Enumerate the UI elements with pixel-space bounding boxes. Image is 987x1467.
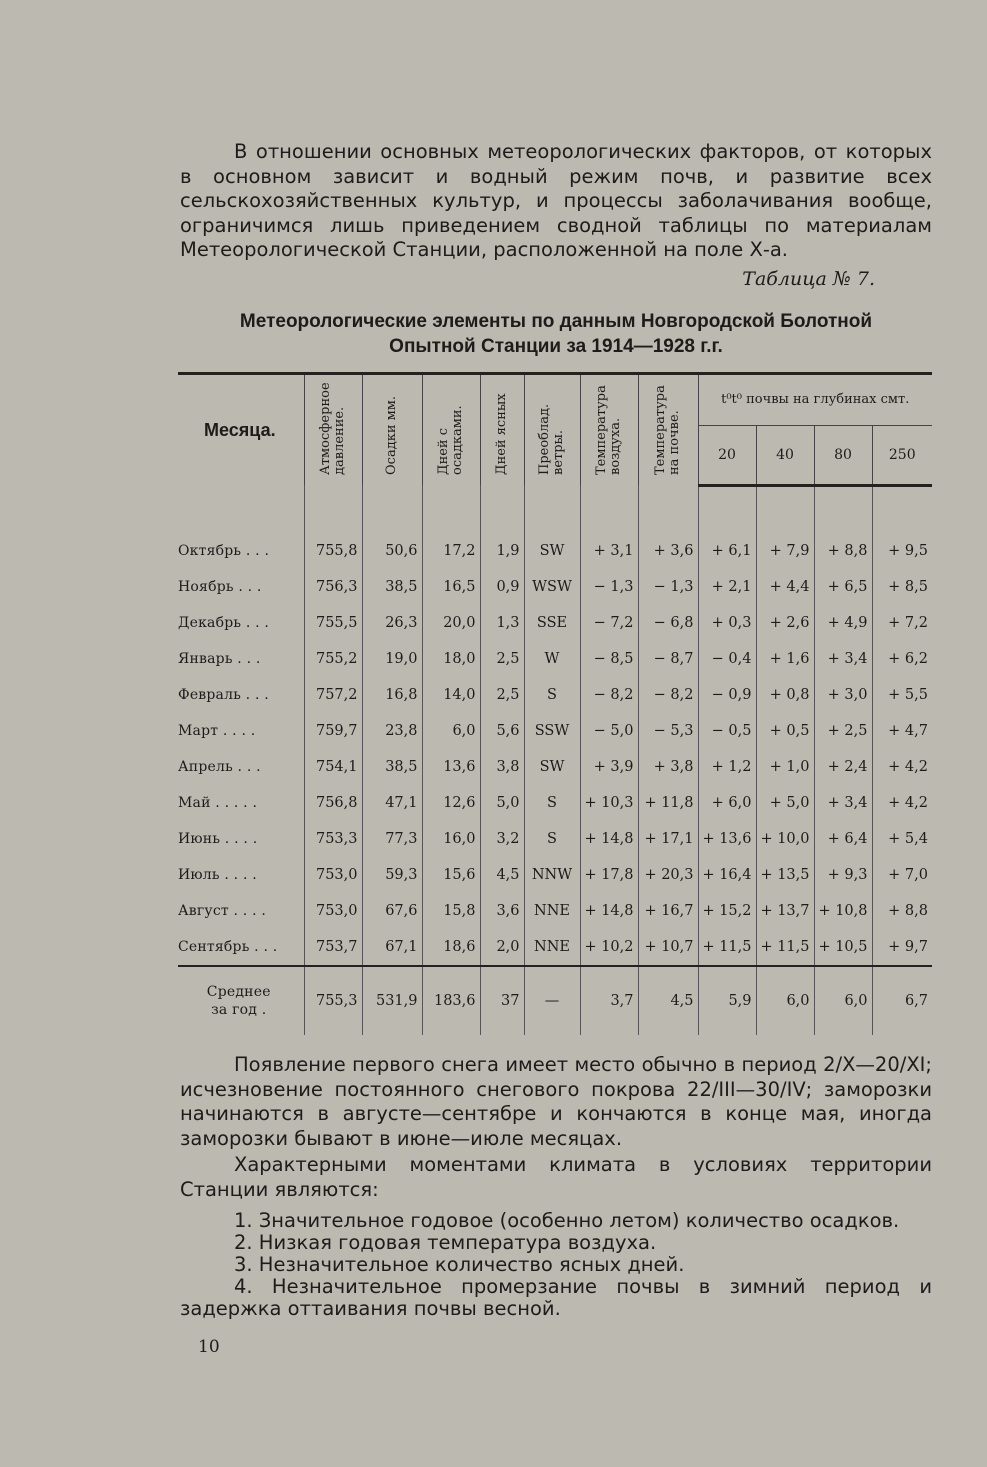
snow-text: Появление первого снега имеет место обычно в период 2/X—20/XI; исчезновение постоянного снегового покрова 22/III—30/IV; заморозки начинаются в августе—сентябре и кончаются в конце мая, иногда заморозки бывают в июне—июле месяцах. bbox=[180, 1053, 932, 1150]
cell-d250: + 4,2 bbox=[872, 785, 932, 821]
cell-month: Май . . . . . bbox=[178, 794, 258, 811]
mean-label-line-1: Среднее bbox=[206, 983, 271, 1000]
cell-precip: 16,8 bbox=[362, 677, 422, 713]
cell-d20: + 15,2 bbox=[698, 893, 756, 929]
cell-clear: 3,2 bbox=[480, 821, 524, 857]
cell-precip: 26,3 bbox=[362, 605, 422, 641]
climate-paragraph bbox=[180, 1153, 932, 1202]
header-clear-days: Дней ясных bbox=[480, 374, 524, 486]
cell-surf: − 8,2 bbox=[638, 677, 698, 713]
cell-pdays: 15,8 bbox=[422, 893, 480, 929]
cell-pressure: 755,5 bbox=[304, 605, 362, 641]
cell-precip: 67,1 bbox=[362, 929, 422, 966]
cell-d40: + 5,0 bbox=[756, 785, 814, 821]
cell-wind: SW bbox=[524, 749, 580, 785]
cell-d250: + 9,7 bbox=[872, 929, 932, 966]
cell-wind: S bbox=[524, 785, 580, 821]
cell-d250: + 7,2 bbox=[872, 605, 932, 641]
cell-surf: − 6,8 bbox=[638, 605, 698, 641]
cell-pdays: 17,2 bbox=[422, 533, 480, 569]
cell-d20: + 6,1 bbox=[698, 533, 756, 569]
cell-d40: + 1,6 bbox=[756, 641, 814, 677]
cell-d20: + 16,4 bbox=[698, 857, 756, 893]
cell-d250: + 6,2 bbox=[872, 641, 932, 677]
cell-month: Сентябрь . . . bbox=[178, 938, 278, 955]
header-soil-depths: t⁰t⁰ почвы на глубинах смт. bbox=[698, 374, 932, 426]
header-winds: Преоблад. ветры. bbox=[524, 374, 580, 486]
cell-air: − 1,3 bbox=[580, 569, 638, 605]
cell-pdays: 16,5 bbox=[422, 569, 480, 605]
cell-air: + 10,2 bbox=[580, 929, 638, 966]
cell-d250: + 4,7 bbox=[872, 713, 932, 749]
cell-pdays: 18,6 bbox=[422, 929, 480, 966]
header-depth-20: 20 bbox=[698, 425, 756, 485]
cell-pressure: 756,8 bbox=[304, 785, 362, 821]
cell-surf: + 11,8 bbox=[638, 785, 698, 821]
cell-clear: 2,5 bbox=[480, 641, 524, 677]
cell-d80: + 8,8 bbox=[814, 533, 872, 569]
cell-air: − 8,2 bbox=[580, 677, 638, 713]
table-title-line-2: Опытной Станции за 1914—1928 г.г. bbox=[389, 336, 723, 357]
cell-d20: − 0,5 bbox=[698, 713, 756, 749]
cell-air: + 3,1 bbox=[580, 533, 638, 569]
table-row bbox=[178, 929, 932, 966]
cell-wind: W bbox=[524, 641, 580, 677]
cell-clear: 5,6 bbox=[480, 713, 524, 749]
cell-precip: 38,5 bbox=[362, 749, 422, 785]
cell-d250: + 4,2 bbox=[872, 749, 932, 785]
cell-precip: 23,8 bbox=[362, 713, 422, 749]
cell-d250: + 5,4 bbox=[872, 821, 932, 857]
cell-pressure: 755,8 bbox=[304, 533, 362, 569]
cell-wind: SSE bbox=[524, 605, 580, 641]
cell-air: − 7,2 bbox=[580, 605, 638, 641]
cell-pressure: 757,2 bbox=[304, 677, 362, 713]
cell-mean-air: 3,7 bbox=[580, 966, 638, 1035]
cell-pressure: 759,7 bbox=[304, 713, 362, 749]
cell-pdays: 14,0 bbox=[422, 677, 480, 713]
cell-surf: + 17,1 bbox=[638, 821, 698, 857]
cell-pressure: 753,7 bbox=[304, 929, 362, 966]
header-precip: Осадки мм. bbox=[362, 374, 422, 486]
cell-air: + 10,3 bbox=[580, 785, 638, 821]
cell-clear: 1,9 bbox=[480, 533, 524, 569]
cell-precip: 38,5 bbox=[362, 569, 422, 605]
cell-d40: + 0,5 bbox=[756, 713, 814, 749]
cell-surf: − 1,3 bbox=[638, 569, 698, 605]
cell-surf: + 10,7 bbox=[638, 929, 698, 966]
cell-air: + 17,8 bbox=[580, 857, 638, 893]
cell-d250: + 8,8 bbox=[872, 893, 932, 929]
cell-d20: − 0,9 bbox=[698, 677, 756, 713]
cell-mean-d250: 6,7 bbox=[872, 966, 932, 1035]
cell-air: − 5,0 bbox=[580, 713, 638, 749]
cell-month: Август . . . . bbox=[178, 902, 267, 919]
list-item: 4. Незначительное промерзание почвы в зимний период и задержка оттаивания почвы весной. bbox=[180, 1275, 932, 1320]
cell-clear: 4,5 bbox=[480, 857, 524, 893]
cell-d250: + 9,5 bbox=[872, 533, 932, 569]
cell-clear: 3,6 bbox=[480, 893, 524, 929]
cell-d40: + 11,5 bbox=[756, 929, 814, 966]
cell-d20: + 6,0 bbox=[698, 785, 756, 821]
cell-precip: 19,0 bbox=[362, 641, 422, 677]
cell-mean-d80: 6,0 bbox=[814, 966, 872, 1035]
table-row bbox=[178, 857, 932, 893]
cell-d40: + 13,5 bbox=[756, 857, 814, 893]
cell-mean-surf: 4,5 bbox=[638, 966, 698, 1035]
table-title bbox=[180, 309, 932, 359]
cell-wind: SSW bbox=[524, 713, 580, 749]
cell-clear: 5,0 bbox=[480, 785, 524, 821]
cell-d80: + 2,4 bbox=[814, 749, 872, 785]
list-item: 2. Низкая годовая температура воздуха. bbox=[234, 1231, 657, 1254]
cell-clear: 1,3 bbox=[480, 605, 524, 641]
cell-d20: + 1,2 bbox=[698, 749, 756, 785]
cell-d20: + 13,6 bbox=[698, 821, 756, 857]
header-depth-80: 80 bbox=[814, 425, 872, 485]
cell-surf: − 8,7 bbox=[638, 641, 698, 677]
spacer-row bbox=[178, 485, 932, 533]
header-depth-250: 250 bbox=[872, 425, 932, 485]
snow-paragraph bbox=[180, 1053, 932, 1151]
cell-mean-precip: 531,9 bbox=[362, 966, 422, 1035]
cell-mean-d40: 6,0 bbox=[756, 966, 814, 1035]
cell-wind: SW bbox=[524, 533, 580, 569]
cell-pressure: 753,0 bbox=[304, 893, 362, 929]
cell-month: Апрель . . . bbox=[178, 758, 261, 775]
cell-d40: + 4,4 bbox=[756, 569, 814, 605]
cell-d80: + 6,4 bbox=[814, 821, 872, 857]
cell-pdays: 6,0 bbox=[422, 713, 480, 749]
climate-list bbox=[180, 1210, 932, 1320]
cell-clear: 0,9 bbox=[480, 569, 524, 605]
cell-d80: + 4,9 bbox=[814, 605, 872, 641]
table-row bbox=[178, 533, 932, 569]
cell-pdays: 16,0 bbox=[422, 821, 480, 857]
cell-pdays: 12,6 bbox=[422, 785, 480, 821]
table-label: Таблица № 7. bbox=[742, 268, 875, 290]
mean-row bbox=[178, 966, 932, 1035]
cell-d20: + 11,5 bbox=[698, 929, 756, 966]
cell-wind: S bbox=[524, 821, 580, 857]
cell-air: + 14,8 bbox=[580, 821, 638, 857]
cell-pdays: 18,0 bbox=[422, 641, 480, 677]
cell-clear: 3,8 bbox=[480, 749, 524, 785]
cell-month: Декабрь . . . bbox=[178, 614, 270, 631]
table-row bbox=[178, 713, 932, 749]
cell-pdays: 20,0 bbox=[422, 605, 480, 641]
cell-surf: − 5,3 bbox=[638, 713, 698, 749]
cell-precip: 50,6 bbox=[362, 533, 422, 569]
cell-month: Октябрь . . . bbox=[178, 542, 270, 559]
cell-d250: + 5,5 bbox=[872, 677, 932, 713]
cell-surf: + 20,3 bbox=[638, 857, 698, 893]
cell-precip: 47,1 bbox=[362, 785, 422, 821]
cell-precip: 77,3 bbox=[362, 821, 422, 857]
table-body bbox=[178, 485, 932, 1035]
cell-mean-pressure: 755,3 bbox=[304, 966, 362, 1035]
cell-mean-wind: — bbox=[524, 966, 580, 1035]
intro-text: В отношении основных метеорологических факторов, от которых в основном зависит и водный режим почв, и развитие всех сельскохозяйственных культур, и процессы заболачивания вообще, ограничимся лишь приведением сводной таблицы по материалам Метеорологической Станции, расположенной на поле Х-а. bbox=[180, 140, 932, 261]
cell-surf: + 3,6 bbox=[638, 533, 698, 569]
cell-d40: + 1,0 bbox=[756, 749, 814, 785]
cell-d80: + 9,3 bbox=[814, 857, 872, 893]
cell-surf: + 16,7 bbox=[638, 893, 698, 929]
intro-paragraph bbox=[180, 140, 932, 263]
cell-d40: + 0,8 bbox=[756, 677, 814, 713]
cell-wind: NNE bbox=[524, 893, 580, 929]
table-row bbox=[178, 821, 932, 857]
table-row bbox=[178, 785, 932, 821]
cell-pressure: 754,1 bbox=[304, 749, 362, 785]
table-row bbox=[178, 641, 932, 677]
cell-pdays: 13,6 bbox=[422, 749, 480, 785]
climate-intro-text: Характерными моментами климата в условиях территории Станции являются: bbox=[180, 1153, 932, 1201]
cell-d80: + 3,4 bbox=[814, 641, 872, 677]
cell-d20: + 2,1 bbox=[698, 569, 756, 605]
table-row bbox=[178, 677, 932, 713]
header-month: Месяца. bbox=[178, 374, 304, 486]
cell-month: Июнь . . . . bbox=[178, 830, 258, 847]
cell-precip: 67,6 bbox=[362, 893, 422, 929]
cell-pressure: 756,3 bbox=[304, 569, 362, 605]
header-precip-days: Дней с осадками. bbox=[422, 374, 480, 486]
cell-wind: S bbox=[524, 677, 580, 713]
cell-month: Февраль . . . bbox=[178, 686, 269, 703]
cell-d80: + 2,5 bbox=[814, 713, 872, 749]
cell-d40: + 10,0 bbox=[756, 821, 814, 857]
table-title-line-1: Метеорологические элементы по данным Новгородской Болотной bbox=[239, 311, 873, 332]
list-item: 1. Значительное годовое (особенно летом) количество осадков. bbox=[234, 1209, 900, 1232]
cell-d40: + 13,7 bbox=[756, 893, 814, 929]
cell-pressure: 755,2 bbox=[304, 641, 362, 677]
cell-d80: + 10,5 bbox=[814, 929, 872, 966]
cell-precip: 59,3 bbox=[362, 857, 422, 893]
cell-month: Январь . . . bbox=[178, 650, 261, 667]
table-row bbox=[178, 605, 932, 641]
cell-d20: − 0,4 bbox=[698, 641, 756, 677]
cell-d40: + 2,6 bbox=[756, 605, 814, 641]
cell-surf: + 3,8 bbox=[638, 749, 698, 785]
header-row bbox=[178, 374, 932, 426]
cell-pdays: 15,6 bbox=[422, 857, 480, 893]
cell-month: Июль . . . . bbox=[178, 866, 257, 883]
cell-d80: + 10,8 bbox=[814, 893, 872, 929]
cell-d250: + 8,5 bbox=[872, 569, 932, 605]
cell-clear: 2,0 bbox=[480, 929, 524, 966]
cell-pressure: 753,3 bbox=[304, 821, 362, 857]
list-item: 3. Незначительное количество ясных дней. bbox=[234, 1253, 685, 1276]
table-row bbox=[178, 569, 932, 605]
cell-d250: + 7,0 bbox=[872, 857, 932, 893]
header-air-temp: Температура воздуха. bbox=[580, 374, 638, 486]
header-depth-40: 40 bbox=[756, 425, 814, 485]
header-soil-surface-temp: Температура на почве. bbox=[638, 374, 698, 486]
table-row bbox=[178, 749, 932, 785]
cell-d20: + 0,3 bbox=[698, 605, 756, 641]
cell-mean-d20: 5,9 bbox=[698, 966, 756, 1035]
cell-mean-clear: 37 bbox=[480, 966, 524, 1035]
meteorological-table bbox=[178, 372, 932, 1035]
cell-d80: + 6,5 bbox=[814, 569, 872, 605]
cell-d80: + 3,0 bbox=[814, 677, 872, 713]
cell-d40: + 7,9 bbox=[756, 533, 814, 569]
cell-month: Ноябрь . . . bbox=[178, 578, 262, 595]
cell-month: Март . . . . bbox=[178, 722, 256, 739]
cell-air: + 3,9 bbox=[580, 749, 638, 785]
cell-wind: WSW bbox=[524, 569, 580, 605]
cell-mean-pdays: 183,6 bbox=[422, 966, 480, 1035]
table-row bbox=[178, 893, 932, 929]
cell-clear: 2,5 bbox=[480, 677, 524, 713]
cell-pressure: 753,0 bbox=[304, 857, 362, 893]
header-pressure: Атмосферное давление. bbox=[304, 374, 362, 486]
cell-wind: NNE bbox=[524, 929, 580, 966]
cell-wind: NNW bbox=[524, 857, 580, 893]
cell-mean-label bbox=[178, 966, 304, 1035]
cell-air: − 8,5 bbox=[580, 641, 638, 677]
cell-air: + 14,8 bbox=[580, 893, 638, 929]
mean-label-line-2: за год . bbox=[211, 1001, 267, 1018]
cell-d80: + 3,4 bbox=[814, 785, 872, 821]
page-number: 10 bbox=[198, 1337, 220, 1357]
